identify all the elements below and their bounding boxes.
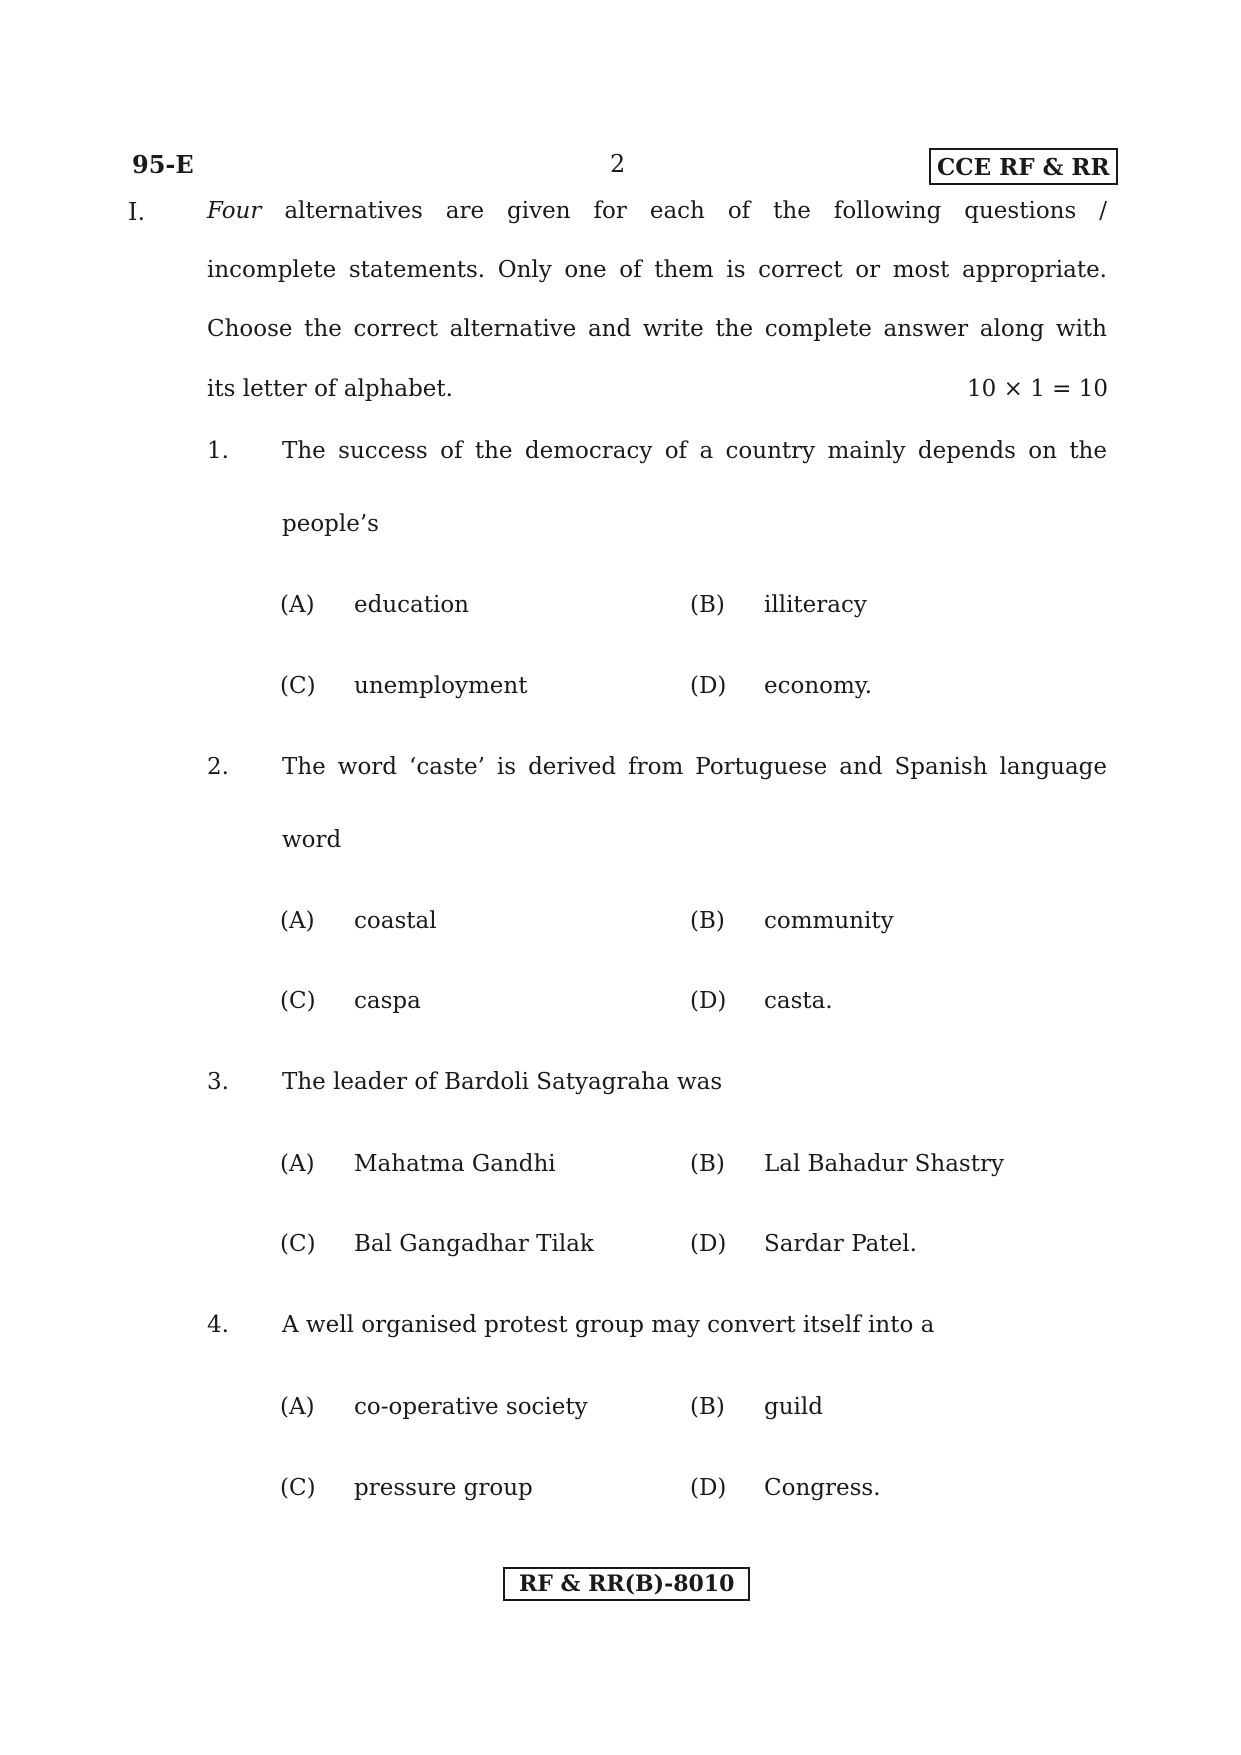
option-letter: (B) (690, 1151, 725, 1177)
option-letter: (D) (690, 1231, 727, 1257)
option-letter: (C) (280, 988, 316, 1014)
question-number: 4. (207, 1312, 229, 1338)
option-letter: (A) (280, 1394, 315, 1420)
option-letter: (D) (690, 673, 727, 699)
option-letter: (D) (690, 1475, 727, 1501)
paper-code: 95-E (132, 150, 194, 179)
option-letter: (B) (690, 1394, 725, 1420)
intro-line-4: its letter of alphabet. (207, 376, 453, 402)
option-text: pressure group (354, 1475, 533, 1501)
question-text: The success of the democracy of a country mainly depends on the (282, 438, 1107, 464)
intro-line-2: incomplete statements. Only one of them is correct or most appropriate. (207, 257, 1107, 283)
option-text: caspa (354, 988, 421, 1014)
intro-line-1-text: alternatives are given for each of the following questions / (284, 198, 1108, 224)
marks-allocation: 10 × 1 = 10 (967, 376, 1108, 402)
question-text-continued: word (282, 827, 342, 853)
intro-line-1 (207, 198, 1107, 224)
question-text: A well organised protest group may convert itself into a (282, 1312, 935, 1338)
option-text: education (354, 592, 469, 618)
option-letter: (D) (690, 988, 727, 1014)
question-text: The leader of Bardoli Satyagraha was (282, 1069, 723, 1095)
option-text: Congress. (764, 1475, 881, 1501)
option-letter: (C) (280, 1231, 316, 1257)
option-letter: (B) (690, 908, 725, 934)
option-letter: (A) (280, 908, 315, 934)
option-text: Lal Bahadur Shastry (764, 1151, 1004, 1177)
question-text: The word ‘caste’ is derived from Portuguese and Spanish language (282, 754, 1107, 780)
option-text: Bal Gangadhar Tilak (354, 1231, 594, 1257)
option-text: community (764, 908, 894, 934)
option-letter: (C) (280, 673, 316, 699)
option-text: Mahatma Gandhi (354, 1151, 556, 1177)
option-text: guild (764, 1394, 823, 1420)
option-letter: (A) (280, 1151, 315, 1177)
option-letter: (A) (280, 592, 315, 618)
option-text: coastal (354, 908, 437, 934)
intro-line-3: Choose the correct alternative and write the complete answer along with (207, 316, 1107, 342)
page-number: 2 (610, 150, 626, 178)
question-number: 1. (207, 438, 229, 464)
option-text: Sardar Patel. (764, 1231, 917, 1257)
question-text-continued: people’s (282, 511, 379, 537)
option-letter: (C) (280, 1475, 316, 1501)
intro-italic-word: Four (207, 198, 262, 224)
question-number: 2. (207, 754, 229, 780)
series-badge: CCE RF & RR (929, 148, 1118, 185)
option-text: illiteracy (764, 592, 867, 618)
section-number: I. (128, 198, 146, 226)
option-text: economy. (764, 673, 873, 699)
option-text: co-operative society (354, 1394, 588, 1420)
question-number: 3. (207, 1069, 229, 1095)
option-text: casta. (764, 988, 833, 1014)
option-text: unemployment (354, 673, 528, 699)
footer-code-badge: RF & RR(B)-8010 (503, 1567, 750, 1601)
option-letter: (B) (690, 592, 725, 618)
